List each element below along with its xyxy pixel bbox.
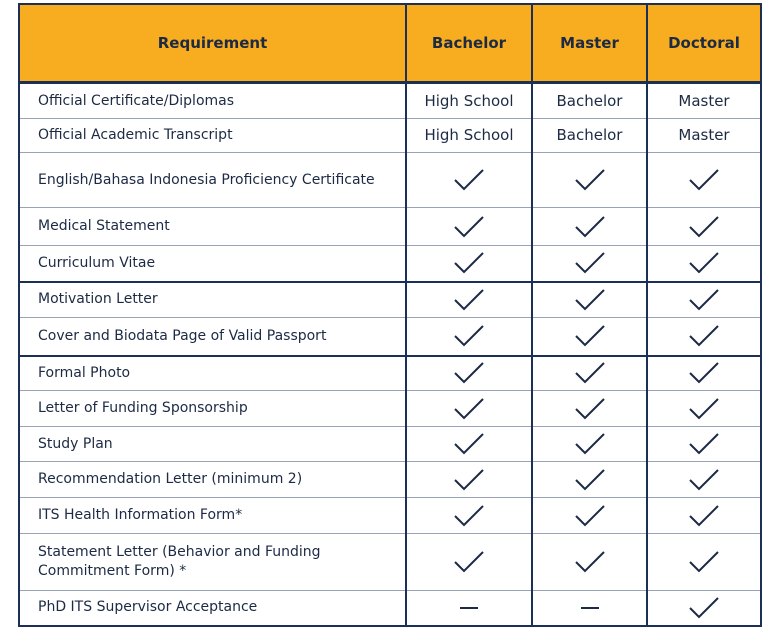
table-row (19, 208, 761, 246)
check-icon (573, 323, 607, 349)
master-cell (532, 534, 647, 591)
check-icon (452, 396, 486, 422)
table-row (19, 246, 761, 282)
check-icon (452, 250, 486, 276)
requirement-cell: Letter of Funding Sponsorship (19, 391, 406, 427)
bachelor-cell (406, 153, 532, 208)
requirement-cell: PhD ITS Supervisor Acceptance (19, 591, 406, 626)
requirement-cell: Recommendation Letter (minimum 2) (19, 462, 406, 498)
table-row (19, 83, 761, 119)
dash-icon (581, 607, 599, 609)
doctoral-cell (647, 318, 761, 356)
table-row (19, 318, 761, 356)
check-icon (452, 431, 486, 457)
header-requirement: Requirement (19, 4, 406, 83)
requirement-cell: Formal Photo (19, 356, 406, 391)
requirement-cell: Medical Statement (19, 208, 406, 246)
check-icon (573, 503, 607, 529)
table-row (19, 356, 761, 391)
check-icon (452, 167, 486, 193)
master-cell (532, 318, 647, 356)
check-icon (452, 467, 486, 493)
master-cell (532, 356, 647, 391)
table-body (19, 83, 761, 626)
check-icon (573, 360, 607, 386)
table-row (19, 153, 761, 208)
header-doctoral: Doctoral (647, 4, 761, 83)
requirement-cell: English/Bahasa Indonesia Proficiency Certificate (19, 153, 406, 208)
check-icon (452, 503, 486, 529)
check-icon (573, 467, 607, 493)
check-icon (687, 431, 721, 457)
requirement-cell: Official Academic Transcript (19, 119, 406, 153)
master-cell: Bachelor (532, 119, 647, 153)
doctoral-cell (647, 462, 761, 498)
doctoral-cell (647, 246, 761, 282)
master-cell (532, 462, 647, 498)
dash-icon (460, 607, 478, 609)
requirement-cell: Motivation Letter (19, 282, 406, 318)
master-cell (532, 591, 647, 626)
table-row (19, 391, 761, 427)
check-icon (687, 323, 721, 349)
doctoral-cell (647, 282, 761, 318)
check-icon (452, 323, 486, 349)
requirement-cell: Statement Letter (Behavior and Funding Commitment Form) * (19, 534, 406, 591)
bachelor-cell (406, 534, 532, 591)
table-row (19, 462, 761, 498)
bachelor-cell (406, 208, 532, 246)
bachelor-cell (406, 498, 532, 534)
table-row (19, 282, 761, 318)
requirement-cell: Curriculum Vitae (19, 246, 406, 282)
bachelor-cell (406, 282, 532, 318)
requirement-cell: Cover and Biodata Page of Valid Passport (19, 318, 406, 356)
doctoral-cell (647, 153, 761, 208)
requirement-cell: Official Certificate/Diplomas (19, 83, 406, 119)
doctoral-cell (647, 591, 761, 626)
check-icon (573, 431, 607, 457)
bachelor-cell (406, 427, 532, 462)
check-icon (687, 167, 721, 193)
doctoral-cell (647, 391, 761, 427)
table-row (19, 534, 761, 591)
table-row (19, 591, 761, 626)
check-icon (687, 360, 721, 386)
bachelor-cell: High School (406, 119, 532, 153)
check-icon (573, 167, 607, 193)
bachelor-cell (406, 246, 532, 282)
bachelor-cell (406, 318, 532, 356)
doctoral-cell (647, 427, 761, 462)
check-icon (452, 214, 486, 240)
doctoral-cell (647, 208, 761, 246)
master-cell (532, 246, 647, 282)
check-icon (687, 549, 721, 575)
check-icon (687, 503, 721, 529)
bachelor-cell (406, 356, 532, 391)
bachelor-cell (406, 591, 532, 626)
doctoral-cell: Master (647, 83, 761, 119)
check-icon (573, 287, 607, 313)
table-row (19, 498, 761, 534)
master-cell (532, 153, 647, 208)
doctoral-cell (647, 534, 761, 591)
doctoral-cell (647, 356, 761, 391)
master-cell (532, 208, 647, 246)
check-icon (573, 214, 607, 240)
check-icon (452, 360, 486, 386)
bachelor-cell (406, 391, 532, 427)
requirement-cell: ITS Health Information Form* (19, 498, 406, 534)
check-icon (687, 595, 721, 621)
bachelor-cell: High School (406, 83, 532, 119)
header-master: Master (532, 4, 647, 83)
check-icon (452, 549, 486, 575)
check-icon (687, 214, 721, 240)
check-icon (573, 396, 607, 422)
check-icon (452, 287, 486, 313)
requirements-table (18, 3, 762, 627)
requirement-cell: Study Plan (19, 427, 406, 462)
master-cell: Bachelor (532, 83, 647, 119)
check-icon (687, 467, 721, 493)
header-bachelor: Bachelor (406, 4, 532, 83)
check-icon (687, 396, 721, 422)
table-header-row (19, 4, 761, 83)
master-cell (532, 427, 647, 462)
doctoral-cell (647, 498, 761, 534)
check-icon (573, 549, 607, 575)
table-row (19, 427, 761, 462)
check-icon (573, 250, 607, 276)
master-cell (532, 391, 647, 427)
check-icon (687, 287, 721, 313)
master-cell (532, 282, 647, 318)
table-row (19, 119, 761, 153)
bachelor-cell (406, 462, 532, 498)
check-icon (687, 250, 721, 276)
master-cell (532, 498, 647, 534)
doctoral-cell: Master (647, 119, 761, 153)
